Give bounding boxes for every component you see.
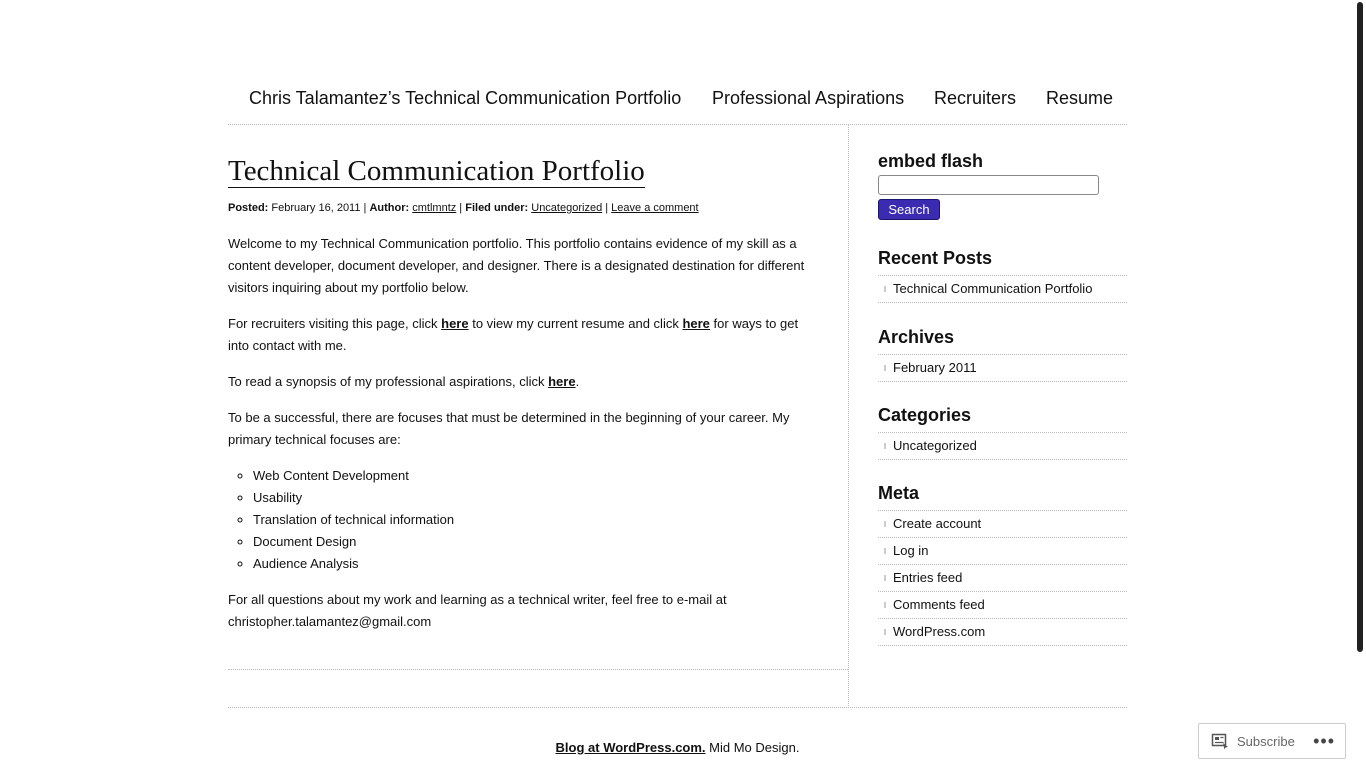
footer — [228, 740, 1127, 755]
meta-separator: | — [602, 202, 612, 214]
meta-separator: | — [456, 202, 466, 214]
nav-item-recruiters[interactable]: Recruiters — [934, 88, 1017, 108]
recent-posts-list — [878, 275, 1127, 303]
meta-separator: | — [360, 202, 370, 214]
archives-title: Archives — [878, 327, 955, 347]
subscribe-bar — [1198, 723, 1346, 759]
sidebar — [878, 150, 1127, 646]
recent-posts-widget — [878, 247, 1127, 326]
nav-item-resume[interactable]: Resume — [1046, 88, 1114, 108]
list-item — [878, 355, 1127, 382]
author-label: Author: — [369, 202, 410, 214]
text: To read a synopsis of my professional aspirations, click — [228, 374, 549, 389]
meta-title: Meta — [878, 483, 920, 503]
list-item — [878, 276, 1127, 303]
category-sidebar-link[interactable]: Uncategorized — [893, 438, 977, 453]
search-input[interactable] — [878, 175, 1099, 195]
categories-title: Categories — [878, 405, 972, 425]
list-item: ◦ Audience Analysis — [253, 553, 813, 575]
meta-list — [878, 510, 1127, 646]
leave-comment-link[interactable]: Leave a comment — [611, 202, 699, 214]
focuses-paragraph: To be a successful, there are focuses that must be determined in the beginning of your career. My primary technical focuses are: — [228, 410, 790, 447]
search-widget-title: embed flash — [878, 151, 984, 171]
post-title — [228, 153, 645, 189]
list-item: ◦ Usability — [253, 487, 813, 509]
text: for ways to get into contact with me. — [228, 316, 799, 353]
recent-posts-title: Recent Posts — [878, 248, 993, 268]
subscribe-button[interactable]: Subscribe — [1237, 733, 1295, 749]
main-content — [228, 125, 849, 706]
nav-item-professional-aspirations[interactable]: Professional Aspirations — [712, 88, 905, 108]
post-date: February 16, 2011 — [271, 202, 361, 214]
archives-list — [878, 354, 1127, 382]
list-item — [878, 433, 1127, 460]
log-in-link[interactable]: Log in — [893, 543, 929, 558]
list-item — [878, 592, 1127, 619]
list-item — [878, 511, 1127, 538]
theme-credit: Mid Mo Design. — [705, 740, 800, 755]
archive-link[interactable]: February 2011 — [893, 360, 977, 375]
footer-divider — [228, 707, 1127, 708]
recruiters-paragraph — [228, 313, 813, 357]
focus-list — [228, 465, 813, 575]
author-link[interactable]: cmtlmntz — [412, 202, 457, 214]
list-item: ◦ Translation of technical information — [253, 509, 813, 531]
list-item: ◦ Web Content Development — [253, 465, 813, 487]
text: to view my current resume and click — [468, 316, 683, 331]
search-widget — [878, 150, 1127, 247]
list-item — [878, 619, 1127, 646]
post-body — [228, 233, 813, 647]
archives-widget — [878, 326, 1127, 404]
list-item — [878, 538, 1127, 565]
comments-feed-link[interactable]: Comments feed — [893, 597, 985, 612]
nav-item-home[interactable]: Chris Talamantez’s Technical Communication Portfolio — [249, 88, 682, 108]
categories-list — [878, 432, 1127, 460]
intro-paragraph: Welcome to my Technical Communication portfolio. This portfolio contains evidence of my skill as a content developer, document developer, and designer. There is a designated destination for different visitors inquiring about my portfolio below. — [228, 236, 805, 295]
category-link[interactable]: Uncategorized — [531, 202, 603, 214]
blog-at-wordpress-link[interactable]: Blog at WordPress.com. — [555, 740, 706, 755]
post-meta — [228, 201, 699, 215]
categories-widget — [878, 404, 1127, 482]
more-icon[interactable]: ••• — [1313, 730, 1335, 751]
contact-paragraph: For all questions about my work and learning as a technical writer, feel free to e-mail at christopher.talamantez@gmail.com — [228, 592, 727, 629]
recent-post-link[interactable]: Technical Communication Portfolio — [893, 281, 1093, 296]
contact-here-link[interactable]: here — [682, 316, 710, 331]
resume-here-link[interactable]: here — [441, 316, 469, 331]
reader-icon — [1211, 732, 1229, 750]
posted-label: Posted: — [228, 202, 269, 214]
search-button[interactable]: Search — [878, 199, 940, 220]
wordpress-link[interactable]: WordPress.com — [893, 624, 986, 639]
scrollbar[interactable] — [1357, 2, 1363, 652]
post-divider — [228, 669, 848, 670]
post-title-link[interactable]: Technical Communication Portfolio — [228, 155, 645, 187]
meta-widget — [878, 482, 1127, 646]
text: . — [575, 374, 580, 389]
aspirations-here-link[interactable]: here — [548, 374, 576, 389]
list-item: ◦ Document Design — [253, 531, 813, 553]
entries-feed-link[interactable]: Entries feed — [893, 570, 963, 585]
top-navigation — [228, 84, 1127, 125]
text: For recruiters visiting this page, click — [228, 316, 442, 331]
list-item — [878, 565, 1127, 592]
create-account-link[interactable]: Create account — [893, 516, 982, 531]
filed-under-label: Filed under: — [465, 202, 529, 214]
aspirations-paragraph — [228, 371, 813, 393]
